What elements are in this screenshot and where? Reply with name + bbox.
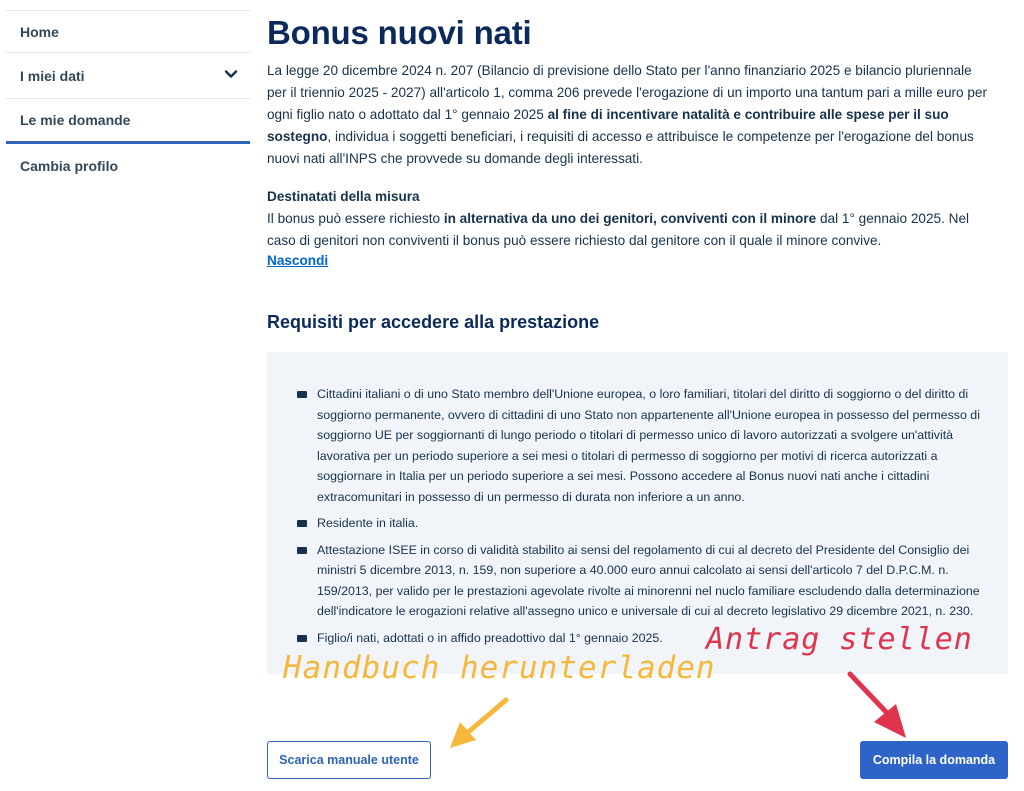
sidebar-item-i-miei-dati[interactable] [6, 52, 250, 98]
list-item [297, 540, 994, 622]
arrow-down-right-icon [842, 668, 914, 744]
list-item-text: Residente in italia. [317, 516, 419, 530]
square-bullet-icon [297, 547, 307, 554]
download-manual-button[interactable]: Scarica manuale utente [267, 741, 431, 779]
annotation-download: Handbuch herunterladen [283, 650, 716, 686]
list-item-text: Figlio/i nati, adottati o in affido preadottivo dal 1° gennaio 2025. [317, 630, 663, 645]
sidebar-item-label: Cambia profilo [20, 158, 119, 174]
sidebar-item-label: Le mie domande [20, 112, 131, 128]
sidebar [6, 10, 250, 188]
destinatari-heading: Destinatati della misura [267, 189, 420, 204]
list-item-text: Attestazione ISEE in corso di validità stabilito ai sensi del regolamento di cui al decreto del Presidente del Consiglio dei ministri 5 dicembre 2013, n. 159, non superiore a 40.000 euro annui calcolato ai sensi dell'articolo 7 del D.P.C.M. n. 159/2013, per valido per le prestazioni agevolate rivolte ai minorenni nel nuclo familiare escludendo dalla determinazione dell'indicatore le erogazioni relative all'assegno unico e universale di cui al decreto legislativo 29 dicembre 2021, n. 230. [317, 542, 980, 618]
annotation-apply: Antrag stellen [706, 622, 973, 657]
intro-text: La legge 20 dicembre 2024 n. 207 (Bilancio di previsione dello Stato per l'anno finanziario 2025 e bilancio pluriennale per il triennio 2025 - 2027) all'articolo 1, comma 206 prevede l'erogazione di un importo una tantum pari a mille euro per ogni figlio nato o adottato dal 1° gennaio 2025 [267, 63, 988, 122]
requisiti-list [297, 384, 994, 654]
destinatari-text-end: dal 1° gennaio 2025. Nel caso di genitori non conviventi il bonus può essere richiesto dal genitore con il quale il minore convive. [267, 211, 970, 248]
square-bullet-icon [297, 520, 307, 527]
submit-application-button[interactable]: Compila la domanda [860, 741, 1008, 779]
destinatari-bold-text: in alternativa da uno dei genitori, conviventi con il minore [443, 211, 817, 226]
intro-bold-text: al fine di incentivare natalità e contribuire alle spese per il suo sostegno [267, 107, 949, 144]
destinatari-text: Il bonus può essere richiesto [267, 211, 444, 226]
square-bullet-icon [297, 391, 307, 398]
sidebar-item-le-mie-domande[interactable] [6, 98, 250, 144]
list-item [297, 513, 994, 534]
requisiti-heading: Requisiti per accedere alla prestazione [267, 312, 600, 332]
sidebar-item-label: Home [20, 23, 59, 40]
sidebar-item-cambia-profilo[interactable] [6, 144, 250, 188]
arrow-down-left-icon [440, 694, 512, 754]
destinatari-paragraph [267, 208, 997, 252]
intro-paragraph [267, 60, 991, 170]
chevron-down-icon[interactable] [224, 67, 238, 81]
intro-text-end: , individua i soggetti beneficiari, i requisiti di accesso e attribuisce le competenze per l'erogazione del bonus nuovi nati all'INPS che provvede su domande degli interessati. [267, 129, 974, 166]
sidebar-item-home[interactable] [6, 10, 250, 52]
square-bullet-icon [297, 635, 307, 642]
sidebar-item-label: I miei dati [20, 67, 85, 84]
list-item [297, 384, 994, 507]
list-item-text: Cittadini italiani o di uno Stato membro dell'Unione europea, o loro familiari, titolari del diritto di soggiorno o del diritto di soggiorno permanente, ovvero di cittadini di uno Stato non appartenente all'Unione europea in possesso del permesso di soggiorno UE per soggiornanti di lungo periodo o titolari di permesso unico di lavoro autorizzati a svolgere un'attività lavorativa per un periodo superiore a sei mesi o titolari di permesso di soggiorno per motivi di ricerca autorizzati a soggiornare in Italia per un periodo superiore a sei mesi. Possono accedere al Bonus nuovi nati anche i cittadini extracomunitari in possesso di un permesso di durata non inferiore a un anno. [317, 387, 980, 504]
page-title: Bonus nuovi nati [267, 14, 532, 51]
hide-link[interactable]: Nascondi [267, 253, 329, 268]
